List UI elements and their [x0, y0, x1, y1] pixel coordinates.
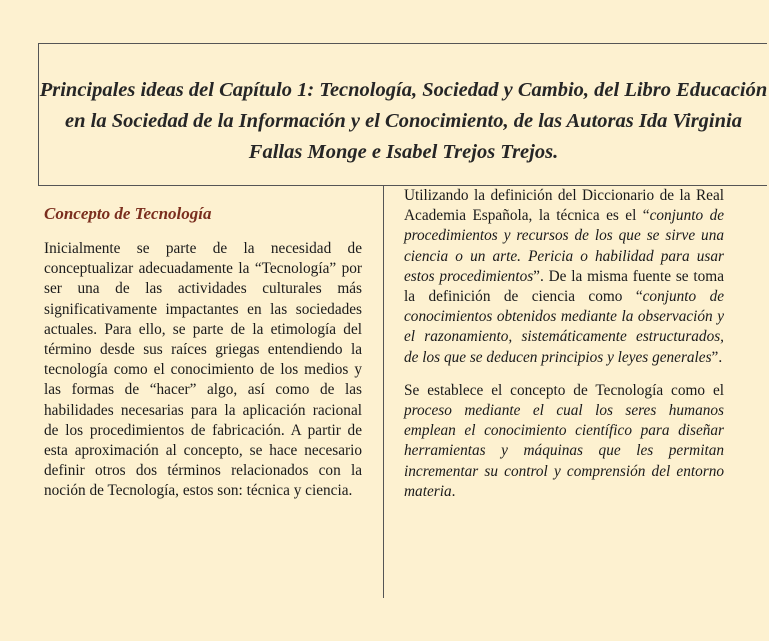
- column-divider: [383, 186, 384, 598]
- text-span: ”.: [711, 348, 723, 366]
- technology-definition: proceso mediante el cual los seres humanos emplean el conocimiento científico para diseñar herramientas y máquinas que les permitan incrementar su control y comprensión del entorno materia: [404, 402, 724, 500]
- right-column: [404, 186, 724, 502]
- quoted-definition-tecnica: conjunto de procedimientos y recursos de los que se sirve una ciencia o un arte. Pericia o habilidad para usar estos procedimientos: [404, 207, 725, 285]
- quoted-definition-ciencia: conjunto de conocimientos obtenidos mediante la observación y el razonamiento, sistemáticamente estructurados, de los que se deducen principios y leyes generales: [404, 288, 725, 366]
- text-span: .: [451, 482, 456, 500]
- text-span: Se establece el concepto de Tecnología como el: [404, 381, 724, 399]
- right-paragraph-1: [404, 186, 724, 368]
- right-paragraph-2: [404, 381, 724, 502]
- document-title: Principales ideas del Capítulo 1: Tecnología, Sociedad y Cambio, del Libro Educación en la Sociedad de la Información y el Conocimiento, de las Autoras Ida Virginia Fallas Monge e Isabel Trejos Trejos.: [39, 79, 768, 163]
- text-span: Utilizando la definición del Diccionario de la Real Academia Española, la técnica es el “: [404, 187, 724, 225]
- left-column: [44, 203, 362, 502]
- left-paragraph: Inicialmente se parte de la necesidad de conceptualizar adecuadamente la “Tecnología” por ser una de las actividades culturales más significativamente impactantes en las sociedades actuales. Para ello, se parte de la etimología del término desde sus raíces griegas entendiendo la tecnología como el conocimiento de los medios y las formas de “hacer” algo, así como de las habilidades necesarias para la aplicación racional de los procedimientos de fabricación. A partir de esta aproximación al concepto, se hace necesario definir otros dos términos relacionados con la noción de Tecnología, estos son: técnica y ciencia.: [44, 240, 362, 500]
- title-box: [38, 43, 767, 186]
- text-span: ”. De la misma fuente se toma la definición de ciencia como “: [404, 267, 724, 306]
- section-heading: Concepto de Tecnología: [44, 204, 212, 223]
